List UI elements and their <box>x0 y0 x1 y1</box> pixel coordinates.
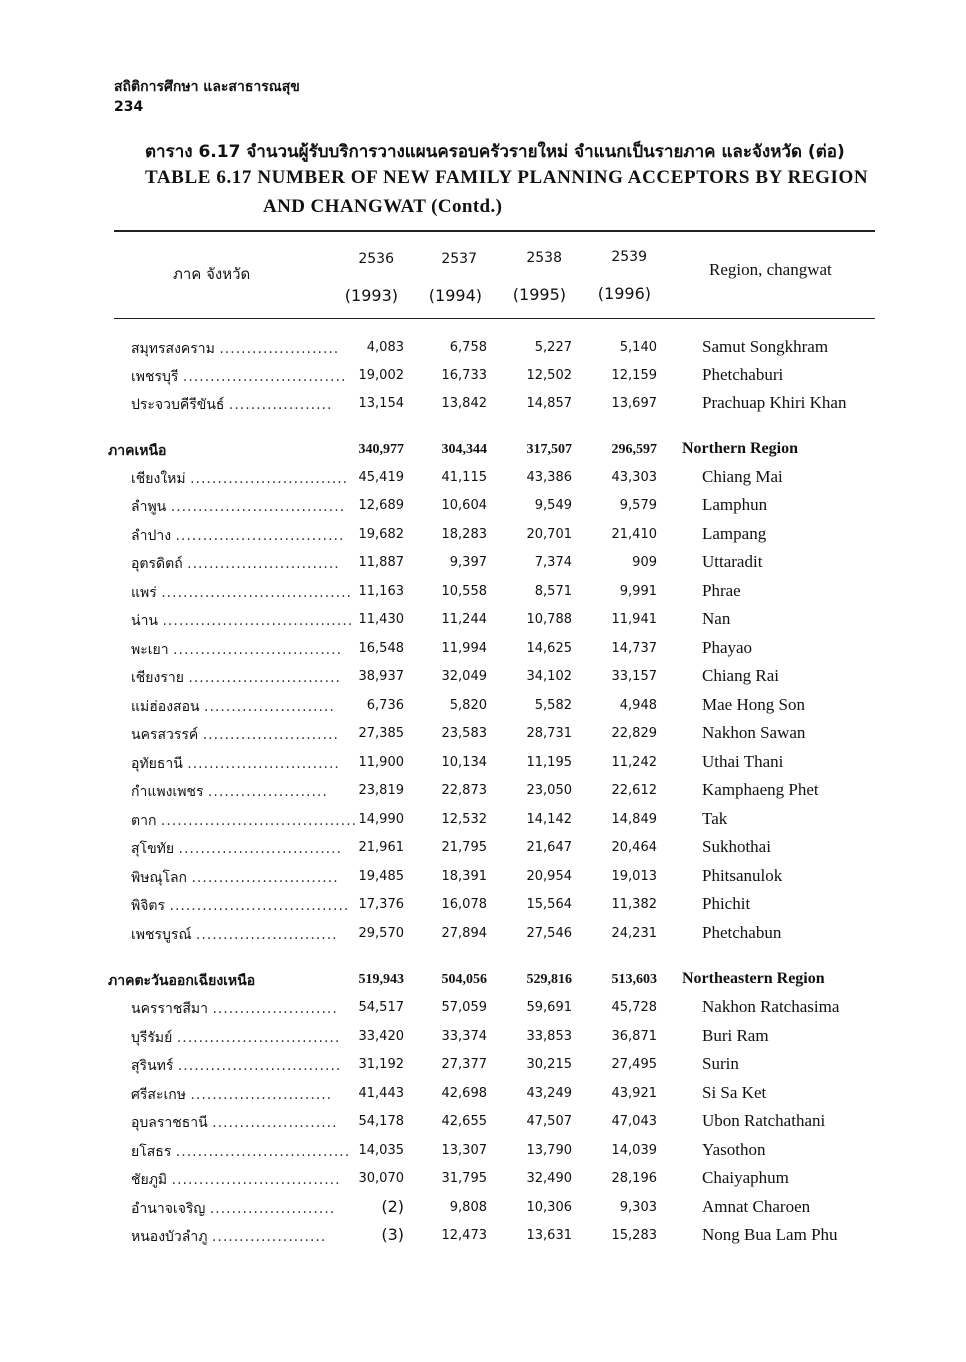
leader-dots: ........................... <box>191 870 339 886</box>
province-name-thai <box>131 1198 336 1220</box>
value-cell: 27,495 <box>611 1057 657 1072</box>
value-cell: 22,612 <box>611 783 657 798</box>
value-cell: 23,050 <box>526 783 572 798</box>
leader-dots: ..................... <box>211 1229 327 1245</box>
value-cell: 27,385 <box>358 726 404 741</box>
value-cell: 10,134 <box>441 755 487 770</box>
value-cell: 340,977 <box>358 442 404 457</box>
province-name-english: Phetchabun <box>702 923 782 942</box>
value-cell: (3) <box>381 1225 404 1244</box>
region-row <box>0 440 966 468</box>
province-name-english: Samut Songkhram <box>702 337 829 356</box>
province-name-english: Uthai Thani <box>702 752 784 771</box>
region-name-english: Northern Region <box>682 440 798 457</box>
table-row <box>0 366 966 394</box>
thai-label: เพชรบูรณ์ <box>131 927 192 943</box>
value-cell: 27,546 <box>526 926 572 941</box>
value-cell: 29,570 <box>358 926 404 941</box>
leader-dots: ............................... <box>171 1172 341 1188</box>
province-name-thai <box>131 338 340 360</box>
value-cell: 12,532 <box>441 812 487 827</box>
leader-dots: ................................ <box>175 1144 351 1160</box>
leader-dots: ............................. <box>190 471 349 487</box>
table-title-thai: ตาราง 6.17 จำนวนผู้รับบริการวางแผนครอบครัวรายใหม่ จำแนกเป็นรายภาค และจังหวัด (ต่อ) <box>145 142 845 162</box>
province-name-thai <box>131 468 349 490</box>
thai-label: ลำพูน <box>131 499 167 515</box>
value-cell: 27,894 <box>441 926 487 941</box>
leader-dots: ................................... <box>161 585 352 601</box>
province-name-english: Sukhothai <box>702 837 771 856</box>
province-name-thai <box>131 1027 341 1049</box>
table-title-english-line2: AND CHANGWAT (Contd.) <box>263 196 503 217</box>
table-row <box>0 998 966 1026</box>
province-name-english: Ubon Ratchathani <box>702 1111 826 1130</box>
value-cell: 32,490 <box>526 1171 572 1186</box>
province-name-english: Lamphun <box>702 495 768 514</box>
province-name-english: Buri Ram <box>702 1026 769 1045</box>
province-name-english: Amnat Charoen <box>702 1197 811 1216</box>
thai-label: หนองบัวลำภู <box>131 1229 208 1245</box>
value-cell: 20,954 <box>526 869 572 884</box>
leader-dots: ................... <box>228 397 333 413</box>
province-name-thai <box>131 610 354 632</box>
province-name-english: Uttaradit <box>702 552 763 571</box>
value-cell: 17,376 <box>358 897 404 912</box>
thai-label: พิจิตร <box>131 898 166 914</box>
value-cell: 16,548 <box>358 641 404 656</box>
province-name-english: Prachuap Khiri Khan <box>702 393 847 412</box>
value-cell: 317,507 <box>526 442 572 457</box>
column-header-year-ad: (1993) <box>344 286 398 305</box>
value-cell: 32,049 <box>441 669 487 684</box>
table-row <box>0 1226 966 1254</box>
value-cell: 10,306 <box>526 1200 572 1215</box>
value-cell: 6,736 <box>366 698 404 713</box>
province-name-english: Si Sa Ket <box>702 1083 767 1102</box>
province-name-english: Nakhon Ratchasima <box>702 997 840 1016</box>
table-row <box>0 394 966 422</box>
value-cell: 11,382 <box>611 897 657 912</box>
column-header-year-thai: 2538 <box>526 250 562 266</box>
leader-dots: ....................... <box>212 1115 338 1131</box>
province-name-thai <box>131 838 343 860</box>
value-cell: 43,303 <box>611 470 657 485</box>
province-name-thai <box>131 1055 342 1077</box>
table-row <box>0 667 966 695</box>
province-name-english: Tak <box>702 809 728 828</box>
thai-label: ประจวบคีรีขันธ์ <box>131 397 225 413</box>
value-cell: 43,921 <box>611 1086 657 1101</box>
value-cell: 33,374 <box>441 1029 487 1044</box>
province-name-english: Surin <box>702 1054 739 1073</box>
value-cell: 513,603 <box>611 972 657 987</box>
province-name-thai <box>131 1169 341 1191</box>
leader-dots: .............................. <box>177 1058 342 1074</box>
value-cell: 4,083 <box>366 340 404 355</box>
value-cell: 13,697 <box>611 396 657 411</box>
thai-label: นครราชสีมา <box>131 1001 208 1017</box>
table-row <box>0 895 966 923</box>
value-cell: 11,163 <box>358 584 404 599</box>
value-cell: 59,691 <box>526 1000 572 1015</box>
column-header-year-thai: 2539 <box>611 249 647 265</box>
value-cell: 13,842 <box>441 396 487 411</box>
leader-dots: ............................ <box>187 556 340 572</box>
province-name-thai <box>131 1226 327 1248</box>
value-cell: 519,943 <box>358 972 404 987</box>
table-row <box>0 1084 966 1112</box>
province-name-thai <box>131 496 346 518</box>
value-cell: 28,731 <box>526 726 572 741</box>
value-cell: 13,154 <box>358 396 404 411</box>
value-cell: 16,078 <box>441 897 487 912</box>
value-cell: 41,115 <box>441 470 487 485</box>
value-cell: 12,473 <box>441 1228 487 1243</box>
value-cell: 11,195 <box>526 755 572 770</box>
value-cell: 19,485 <box>358 869 404 884</box>
thai-label: อุตรดิตถ์ <box>131 556 183 572</box>
value-cell: 15,283 <box>611 1228 657 1243</box>
table-header-rule <box>114 318 875 319</box>
province-name-english: Phrae <box>702 581 741 600</box>
leader-dots: ............................ <box>188 670 341 686</box>
value-cell: 45,419 <box>358 470 404 485</box>
table-row <box>0 1169 966 1197</box>
value-cell: 19,682 <box>358 527 404 542</box>
value-cell: 33,420 <box>358 1029 404 1044</box>
value-cell: 22,873 <box>441 783 487 798</box>
value-cell: 11,900 <box>358 755 404 770</box>
province-name-thai <box>131 724 339 746</box>
leader-dots: .............................. <box>176 1030 341 1046</box>
value-cell: 14,857 <box>526 396 572 411</box>
region-name-thai <box>108 970 333 992</box>
thai-label: นครสวรรค์ <box>131 727 199 743</box>
leader-dots: ....................... <box>212 1001 338 1017</box>
thai-label: เชียงใหม่ <box>131 471 186 487</box>
table-row <box>0 838 966 866</box>
value-cell: 54,178 <box>358 1114 404 1129</box>
value-cell: 22,829 <box>611 726 657 741</box>
value-cell: 42,655 <box>441 1114 487 1129</box>
leader-dots: .................................... <box>160 813 358 829</box>
province-name-english: Kamphaeng Phet <box>702 780 819 799</box>
value-cell: 41,443 <box>358 1086 404 1101</box>
value-cell: 9,303 <box>619 1200 657 1215</box>
thai-label: เพชรบุรี <box>131 369 179 385</box>
value-cell: 14,039 <box>611 1143 657 1158</box>
thai-label: บุรีรัมย์ <box>131 1030 173 1046</box>
province-name-english: Nan <box>702 609 731 628</box>
thai-label: เชียงราย <box>131 670 184 686</box>
value-cell: 31,192 <box>358 1057 404 1072</box>
province-name-english: Yasothon <box>702 1140 766 1159</box>
leader-dots: ......................... <box>202 727 339 743</box>
province-name-thai <box>131 810 358 832</box>
thai-label: พะเยา <box>131 642 169 658</box>
value-cell: 38,937 <box>358 669 404 684</box>
value-cell: 9,991 <box>619 584 657 599</box>
province-name-english: Phichit <box>702 894 751 913</box>
thai-label: ภาคตะวันออกเฉียงเหนือ <box>108 973 256 989</box>
column-header-year-ad: (1995) <box>512 285 566 304</box>
value-cell: 10,604 <box>441 498 487 513</box>
thai-label: ศรีสะเกษ <box>131 1087 186 1103</box>
value-cell: 34,102 <box>526 669 572 684</box>
value-cell: 11,244 <box>441 612 487 627</box>
leader-dots: ................................. <box>169 898 350 914</box>
column-header-thai: ภาค จังหวัด <box>173 265 251 283</box>
value-cell: 33,157 <box>611 669 657 684</box>
thai-label: อุบลราชธานี <box>131 1115 208 1131</box>
province-name-thai <box>131 696 335 718</box>
province-name-english: Nakhon Sawan <box>702 723 806 742</box>
value-cell: 9,808 <box>449 1200 487 1215</box>
province-name-english: Phetchaburi <box>702 365 784 384</box>
thai-label: ตาก <box>131 813 157 829</box>
value-cell: 7,374 <box>534 555 572 570</box>
table-row <box>0 724 966 752</box>
value-cell: 4,948 <box>619 698 657 713</box>
table-row <box>0 1027 966 1055</box>
value-cell: 14,142 <box>526 812 572 827</box>
value-cell: 14,737 <box>611 641 657 656</box>
value-cell: 11,994 <box>441 641 487 656</box>
province-name-english: Lampang <box>702 524 767 543</box>
value-cell: 21,961 <box>358 840 404 855</box>
thai-label: สุโขทัย <box>131 841 175 857</box>
page-number: 234 <box>114 99 144 115</box>
leader-dots: ............................... <box>173 642 343 658</box>
value-cell: 8,571 <box>534 584 572 599</box>
value-cell: 42,698 <box>441 1086 487 1101</box>
table-row <box>0 639 966 667</box>
value-cell: 13,307 <box>441 1143 487 1158</box>
value-cell: 504,056 <box>441 972 487 987</box>
value-cell: 11,430 <box>358 612 404 627</box>
region-row <box>0 970 966 998</box>
leader-dots: ............................ <box>187 756 340 772</box>
value-cell: 5,140 <box>619 340 657 355</box>
value-cell: 27,377 <box>441 1057 487 1072</box>
thai-label: ยโสธร <box>131 1144 172 1160</box>
column-header-year-ad: (1996) <box>597 284 651 303</box>
value-cell: 43,249 <box>526 1086 572 1101</box>
province-name-thai <box>131 1141 351 1163</box>
thai-label: อุทัยธานี <box>131 756 183 772</box>
value-cell: 5,820 <box>449 698 487 713</box>
value-cell: 14,625 <box>526 641 572 656</box>
thai-label: ชัยภูมิ <box>131 1172 168 1188</box>
table-row <box>0 696 966 724</box>
value-cell: 9,579 <box>619 498 657 513</box>
leader-dots: .............................. <box>182 369 347 385</box>
value-cell: 909 <box>632 555 657 570</box>
value-cell: 19,002 <box>358 368 404 383</box>
value-cell: 47,507 <box>526 1114 572 1129</box>
table-row <box>0 496 966 524</box>
leader-dots: ...................... <box>207 784 328 800</box>
value-cell: 30,070 <box>358 1171 404 1186</box>
leader-dots: ................................ <box>170 499 346 515</box>
province-name-thai <box>131 1112 338 1134</box>
column-header-year-thai: 2536 <box>358 251 394 267</box>
value-cell: 33,853 <box>526 1029 572 1044</box>
value-cell: 19,013 <box>611 869 657 884</box>
value-cell: (2) <box>381 1197 404 1216</box>
thai-label: ลำปาง <box>131 528 172 544</box>
region-name-english: Northeastern Region <box>682 970 825 987</box>
table-row <box>0 553 966 581</box>
table-row <box>0 1112 966 1140</box>
thai-label: สมุทรสงคราม <box>131 341 215 357</box>
value-cell: 9,397 <box>449 555 487 570</box>
province-name-thai <box>131 525 345 547</box>
value-cell: 12,159 <box>611 368 657 383</box>
thai-label: อำนาจเจริญ <box>131 1201 206 1217</box>
value-cell: 21,410 <box>611 527 657 542</box>
value-cell: 10,558 <box>441 584 487 599</box>
province-name-thai <box>131 924 338 946</box>
value-cell: 20,701 <box>526 527 572 542</box>
thai-label: แม่ฮ่องสอน <box>131 699 200 715</box>
table-title-english-line1: TABLE 6.17 NUMBER OF NEW FAMILY PLANNING ACCEPTORS BY REGION <box>145 167 869 188</box>
table-row <box>0 924 966 952</box>
value-cell: 21,647 <box>526 840 572 855</box>
value-cell: 11,887 <box>358 555 404 570</box>
province-name-thai <box>131 781 328 803</box>
table-row <box>0 582 966 610</box>
value-cell: 10,788 <box>526 612 572 627</box>
value-cell: 15,564 <box>526 897 572 912</box>
value-cell: 11,941 <box>611 612 657 627</box>
table-row <box>0 810 966 838</box>
value-cell: 14,035 <box>358 1143 404 1158</box>
value-cell: 13,790 <box>526 1143 572 1158</box>
value-cell: 23,583 <box>441 726 487 741</box>
value-cell: 13,631 <box>526 1228 572 1243</box>
table-row <box>0 468 966 496</box>
table-row <box>0 1198 966 1226</box>
province-name-english: Phayao <box>702 638 753 657</box>
table-row <box>0 781 966 809</box>
province-name-thai <box>131 582 352 604</box>
leader-dots: .......................... <box>190 1087 333 1103</box>
value-cell: 14,990 <box>358 812 404 827</box>
table-top-rule <box>114 230 875 232</box>
table-row <box>0 753 966 781</box>
value-cell: 14,849 <box>611 812 657 827</box>
thai-label: น่าน <box>131 613 159 629</box>
value-cell: 31,795 <box>441 1171 487 1186</box>
value-cell: 6,758 <box>449 340 487 355</box>
value-cell: 23,819 <box>358 783 404 798</box>
province-name-english: Chiang Rai <box>702 666 779 685</box>
province-name-english: Nong Bua Lam Phu <box>702 1225 838 1244</box>
province-name-thai <box>131 366 347 388</box>
value-cell: 5,582 <box>534 698 572 713</box>
value-cell: 30,215 <box>526 1057 572 1072</box>
leader-dots: ........................ <box>204 699 335 715</box>
province-name-english: Chaiyaphum <box>702 1168 789 1187</box>
value-cell: 21,795 <box>441 840 487 855</box>
province-name-english: Mae Hong Son <box>702 695 805 714</box>
value-cell: 54,517 <box>358 1000 404 1015</box>
table-row <box>0 1055 966 1083</box>
value-cell: 36,871 <box>611 1029 657 1044</box>
value-cell: 18,283 <box>441 527 487 542</box>
table-row <box>0 338 966 366</box>
value-cell: 12,689 <box>358 498 404 513</box>
thai-label: ภาคเหนือ <box>108 443 167 459</box>
table-row <box>0 1141 966 1169</box>
value-cell: 57,059 <box>441 1000 487 1015</box>
region-name-thai <box>108 440 333 462</box>
value-cell: 12,502 <box>526 368 572 383</box>
province-name-thai <box>131 895 350 917</box>
province-name-english: Chiang Mai <box>702 467 783 486</box>
province-name-thai <box>131 394 333 416</box>
value-cell: 9,549 <box>534 498 572 513</box>
thai-label: แพร่ <box>131 585 157 601</box>
thai-label: สุรินทร์ <box>131 1058 174 1074</box>
province-name-thai <box>131 1084 333 1106</box>
value-cell: 47,043 <box>611 1114 657 1129</box>
value-cell: 24,231 <box>611 926 657 941</box>
value-cell: 28,196 <box>611 1171 657 1186</box>
leader-dots: .......................... <box>195 927 338 943</box>
value-cell: 43,386 <box>526 470 572 485</box>
value-cell: 11,242 <box>611 755 657 770</box>
value-cell: 16,733 <box>441 368 487 383</box>
thai-label: กำแพงเพชร <box>131 784 204 800</box>
running-title: สถิติการศึกษา และสาธารณสุข <box>114 79 300 95</box>
province-name-thai <box>131 753 340 775</box>
province-name-thai <box>131 553 340 575</box>
value-cell: 18,391 <box>441 869 487 884</box>
value-cell: 45,728 <box>611 1000 657 1015</box>
column-header-year-thai: 2537 <box>441 251 477 267</box>
leader-dots: ............................... <box>175 528 345 544</box>
table-row <box>0 610 966 638</box>
thai-label: พิษณุโลก <box>131 870 188 886</box>
province-name-thai <box>131 867 339 889</box>
column-header-year-ad: (1994) <box>428 286 482 305</box>
province-name-english: Phitsanulok <box>702 866 783 885</box>
value-cell: 20,464 <box>611 840 657 855</box>
province-name-thai <box>131 639 343 661</box>
value-cell: 304,344 <box>441 442 487 457</box>
province-name-thai <box>131 667 341 689</box>
value-cell: 296,597 <box>611 442 657 457</box>
table-row <box>0 525 966 553</box>
leader-dots: .............................. <box>178 841 343 857</box>
leader-dots: ....................... <box>209 1201 336 1217</box>
leader-dots: ................................... <box>162 613 354 629</box>
leader-dots: ...................... <box>219 341 340 357</box>
province-name-thai <box>131 998 338 1020</box>
value-cell: 529,816 <box>526 972 572 987</box>
table-row <box>0 867 966 895</box>
value-cell: 5,227 <box>534 340 572 355</box>
column-header-english: Region, changwat <box>709 260 832 279</box>
